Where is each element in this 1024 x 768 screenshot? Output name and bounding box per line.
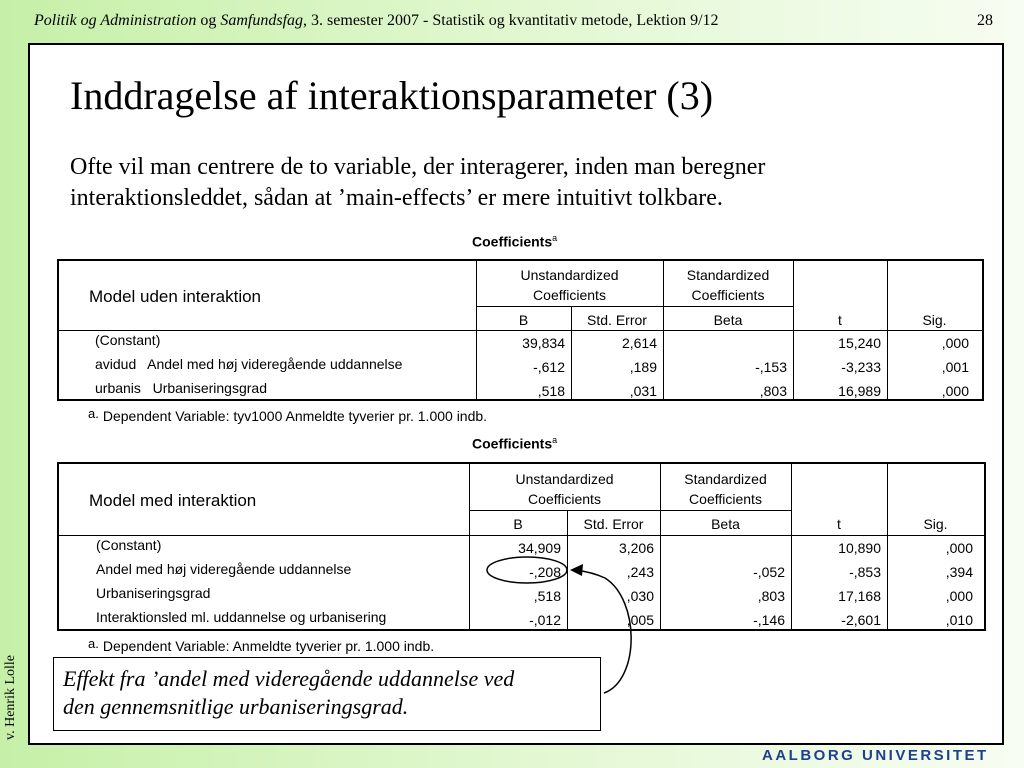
table2-row-se: ,243 — [626, 564, 654, 580]
table1-hdr-unstd-2: Coefficients — [533, 287, 606, 303]
table2-row-label: Andel med høj videregående uddannelse — [96, 561, 352, 577]
table1-row-label: avidud Andel med høj videregående uddannelse — [95, 356, 403, 372]
table2-footnote-text: Dependent Variable: Anmeldte tyverier pr. 1.000 indb. — [102, 638, 435, 654]
table2-row-sig: ,000 — [945, 540, 973, 556]
table1-row-beta: -,153 — [755, 359, 787, 375]
table1-row-t: 16,989 — [838, 383, 881, 399]
table1-col-b: B — [518, 312, 529, 328]
table2-row-beta: -,146 — [753, 612, 785, 628]
table2-row-t: -2,601 — [841, 612, 881, 628]
course-name-2: Samfundsfag — [220, 12, 304, 29]
table1-row-sig: ,000 — [941, 335, 969, 351]
table1-hdr-unstd-1: Unstandardized — [520, 267, 619, 283]
table2-col-t: t — [837, 516, 841, 532]
table2-row-t: 17,168 — [838, 588, 881, 604]
table1-row-beta: ,803 — [759, 383, 787, 399]
table2-row-b: -,208 — [529, 564, 561, 580]
table1-row-se: ,189 — [629, 359, 657, 375]
table2-row-label: Urbaniseringsgrad — [96, 585, 211, 601]
table2-col-sig: Sig. — [923, 516, 948, 532]
table2-col-b: B — [513, 516, 523, 532]
table1-footnote-mark: a. — [88, 406, 99, 421]
course-info — [34, 12, 719, 30]
table1-col-se: Std. Error — [587, 312, 647, 328]
table2-caption — [472, 435, 557, 452]
coefficients-table-1 — [57, 259, 984, 401]
table2-col-se: Std. Error — [583, 516, 644, 532]
body-line-2: interaktionsleddet, sådan at ’main-effects’ er mere intuitivt tolkbare. — [70, 185, 723, 211]
table2-row-sig: ,394 — [945, 564, 973, 580]
table1-row-t: 15,240 — [838, 335, 881, 351]
callout-line-1: Effekt fra ’andel med videregående uddannelse ved — [63, 666, 515, 691]
course-join: og — [196, 12, 221, 29]
slide-body — [70, 152, 970, 214]
table1-row-sig: ,001 — [941, 359, 969, 375]
table2-row-label: (Constant) — [96, 537, 162, 553]
table1-hdr-std-1: Standardized — [686, 267, 770, 283]
table1-row-se: ,031 — [629, 383, 657, 399]
table1-row-sig: ,000 — [941, 383, 969, 399]
table2-row-sig: ,000 — [945, 588, 973, 604]
table1-row-label: (Constant) — [95, 332, 161, 348]
table1-caption-text: Coefficients — [472, 233, 553, 250]
table1-col-beta: Beta — [713, 312, 743, 328]
table1-model-label: Model uden interaktion — [89, 287, 262, 306]
table2-caption-sup: a — [552, 435, 558, 445]
table2-row-se: 3,206 — [618, 540, 654, 556]
table2-hdr-std-1: Standardized — [684, 471, 767, 487]
table2-model-label: Model med interaktion — [89, 491, 257, 510]
table2-row-b: -,012 — [529, 612, 561, 628]
university-logo: AALBORG UNIVERSITET — [762, 747, 989, 764]
table1-caption — [472, 233, 557, 250]
course-details: , 3. semester 2007 - Statistik og kvantitativ metode, Lektion 9/12 — [303, 12, 719, 29]
table1-caption-sup: a — [552, 233, 558, 243]
table2-footnote — [88, 638, 434, 654]
table1-row-b: 39,834 — [522, 335, 565, 351]
course-name-1: Politik og Administration — [34, 12, 197, 29]
table2-row-t: 10,890 — [838, 540, 881, 556]
table2-hdr-std-2: Coefficients — [689, 491, 762, 507]
table1-col-sig: Sig. — [922, 312, 947, 328]
slide-title: Inddragelse af interaktionsparameter (3) — [70, 73, 714, 118]
table1-row-t: -3,233 — [841, 359, 881, 375]
table2-row-t: -,853 — [849, 564, 881, 580]
table2-row-b: 34,909 — [518, 540, 561, 556]
callout-line-2: den gennemsnitlige urbaniseringsgrad. — [63, 694, 409, 719]
table2-hdr-unstd-2: Coefficients — [528, 491, 601, 507]
table2-row-se: ,005 — [626, 612, 654, 628]
table1-row-se: 2,614 — [621, 335, 657, 351]
table2-row-label: Interaktionsled ml. uddannelse og urbanisering — [96, 609, 387, 625]
page-number: 28 — [977, 12, 993, 29]
body-line-1: Ofte vil man centrere de to variable, der interagerer, inden man beregner — [70, 154, 766, 180]
table1-footnote-text: Dependent Variable: tyv1000 Anmeldte tyverier pr. 1.000 indb. — [102, 408, 488, 424]
table2-row-beta: ,803 — [757, 588, 785, 604]
table1-row-b: ,518 — [537, 383, 565, 399]
author-credit: v. Henrik Lolle — [3, 654, 18, 740]
table1-hdr-std-2: Coefficients — [691, 287, 765, 303]
table2-col-beta: Beta — [711, 516, 740, 532]
table1-row-label: urbanis Urbaniseringsgrad — [95, 380, 267, 396]
callout-box — [53, 657, 601, 731]
table2-caption-text: Coefficients — [472, 435, 553, 452]
table2-row-sig: ,010 — [945, 612, 973, 628]
table1-col-t: t — [838, 312, 842, 328]
slide-header — [0, 0, 1024, 40]
table1-footnote — [88, 408, 487, 424]
table2-row-se: ,030 — [626, 588, 654, 604]
table2-row-b: ,518 — [533, 588, 561, 604]
table1-row-b: -,612 — [533, 359, 565, 375]
table2-footnote-mark: a. — [88, 636, 99, 651]
table2-hdr-unstd-1: Unstandardized — [515, 471, 614, 487]
table2-row-beta: -,052 — [753, 564, 785, 580]
coefficients-table-2 — [57, 462, 986, 631]
